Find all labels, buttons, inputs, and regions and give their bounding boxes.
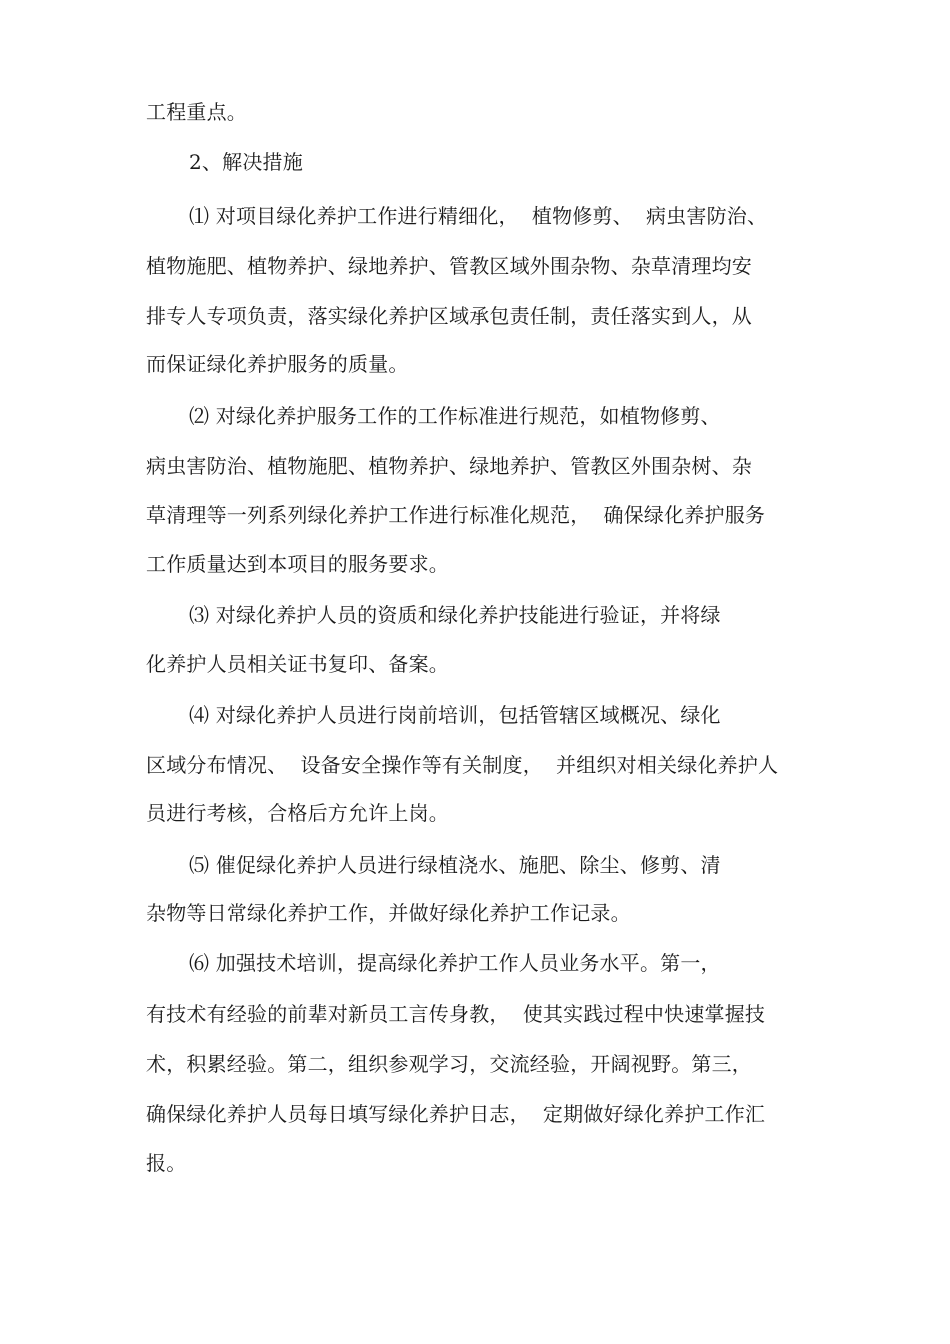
text-line: ⑷ 对绿化养护人员进行岗前培训，包括管辖区域概况、绿化: [189, 703, 721, 727]
text-line: ⑴ 对项目绿化养护工作进行精细化， 植物修剪、 病虫害防治、: [189, 204, 768, 228]
text-line: 确保绿化养护人员每日填写绿化养护日志， 定期做好绿化养护工作汇: [146, 1102, 766, 1126]
text-line: 草清理等一列系列绿化养护工作进行标准化规范， 确保绿化养护服务: [146, 503, 766, 527]
text-line: 植物施肥、植物养护、绿地养护、管教区域外围杂物、杂草清理均安: [146, 254, 752, 278]
section-heading: 2、解决措施: [189, 150, 303, 174]
text-line: 化养护人员相关证书复印、备案。: [146, 652, 449, 676]
text-line: 区域分布情况、 设备安全操作等有关制度， 并组织对相关绿化养护人: [146, 753, 779, 777]
text-line: 而保证绿化养护服务的质量。: [146, 352, 409, 376]
text-line: 病虫害防治、植物施肥、植物养护、绿地养护、管教区外围杂树、杂: [146, 454, 752, 478]
text-line: 工作质量达到本项目的服务要求。: [146, 552, 449, 576]
text-line: 有技术有经验的前辈对新员工言传身教， 使其实践过程中快速掌握技: [146, 1002, 766, 1026]
text-line: ⑵ 对绿化养护服务工作的工作标准进行规范，如植物修剪、: [189, 404, 721, 428]
text-line: 员进行考核，合格后方允许上岗。: [146, 801, 449, 825]
text-line: 术，积累经验。第二，组织参观学习，交流经验，开阔视野。第三，: [146, 1052, 752, 1076]
text-line: ⑹ 加强技术培训，提高绿化养护工作人员业务水平。第一，: [189, 951, 721, 975]
text-line: 工程重点。: [146, 100, 247, 124]
text-line: ⑸ 催促绿化养护人员进行绿植浇水、施肥、除尘、修剪、清: [189, 853, 721, 877]
text-line: 报。: [146, 1151, 187, 1175]
text-line: ⑶ 对绿化养护人员的资质和绿化养护技能进行验证，并将绿: [189, 603, 721, 627]
text-line: 杂物等日常绿化养护工作，并做好绿化养护工作记录。: [146, 901, 631, 925]
text-line: 排专人专项负责，落实绿化养护区域承包责任制，责任落实到人，从: [146, 304, 752, 328]
